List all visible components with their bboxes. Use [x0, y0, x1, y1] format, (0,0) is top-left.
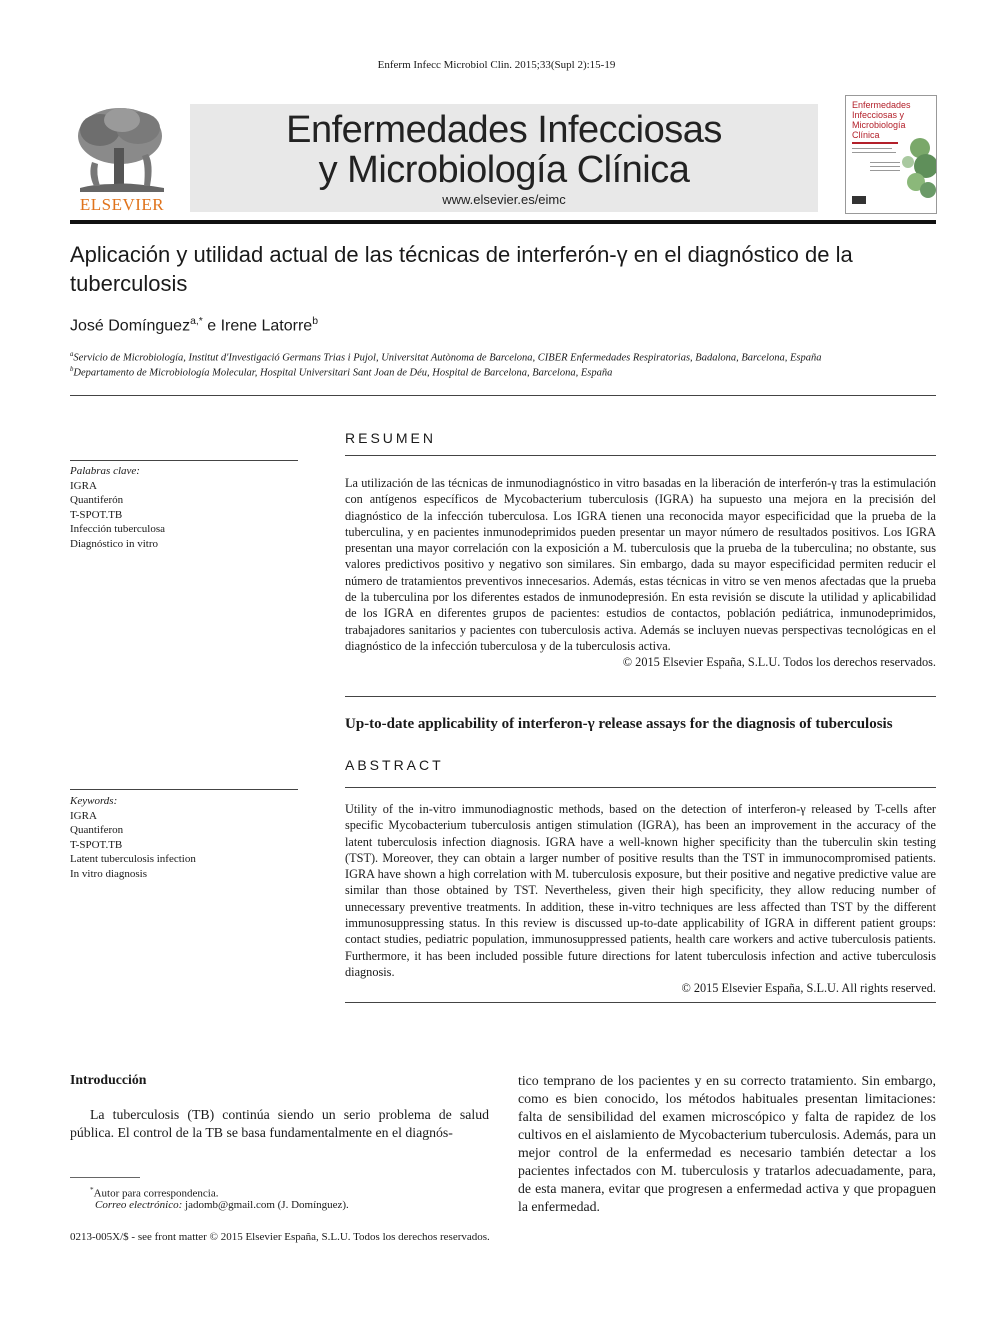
affiliation-text: Departamento de Microbiología Molecular, Hospital Universitari Sant Joan de Déu, Hospital de Barcelona, Barcelona, España [73, 367, 613, 379]
keyword: IGRA [70, 809, 97, 822]
journal-banner [190, 104, 818, 212]
author-list [70, 316, 318, 335]
keywords-en-rule [70, 789, 298, 790]
english-title: Up-to-date applicability of interferon-γ release assays for the diagnosis of tuberculosis [345, 716, 893, 732]
affiliation-text: Servicio de Microbiología, Institut d'Investigació Germans Trias i Pujol, Universitat Autònoma de Barcelona, CIBER Enfermedades Respiratorias, Badalona, Barcelona, España [73, 352, 822, 364]
email-label: Correo electrónico: [95, 1199, 183, 1211]
author-name: Irene Latorre [220, 317, 313, 335]
keyword: Diagnóstico in vitro [70, 537, 158, 550]
journal-title-line2: y Microbiología Clínica [318, 149, 690, 191]
keywords-en [70, 794, 298, 881]
cover-art-icon [846, 96, 936, 213]
journal-title [190, 110, 818, 190]
resumen-rule [345, 455, 936, 456]
front-matter-line: 0213-005X/$ - see front matter © 2015 Elsevier España, S.L.U. Todos los derechos reservados. [70, 1231, 490, 1243]
keyword: IGRA [70, 479, 97, 492]
resumen-end-rule [345, 696, 936, 697]
resumen-body [345, 475, 936, 671]
author-affiliation-mark: a,* [190, 316, 203, 327]
intro-heading: Introducción [70, 1072, 147, 1087]
footnote-mark: * [90, 1186, 94, 1194]
abstract-copyright: © 2015 Elsevier España, S.L.U. All rights reserved. [681, 981, 936, 996]
abstract-end-rule [345, 1002, 936, 1003]
cover-title: Enfermedades Infecciosas y Microbiología Clínica [852, 100, 911, 140]
abstract-heading: ABSTRACT [345, 757, 444, 773]
header-rule [70, 220, 936, 224]
author-affiliation-mark: b [312, 316, 318, 327]
footnote-rule [70, 1177, 140, 1178]
affiliation-mark: a [70, 351, 74, 358]
intro-left-column: La tuberculosis (TB) continúa siendo un serio problema de salud pública. El control de la TB se basa fundamentalmente en el diagnós- [70, 1107, 489, 1140]
keywords-heading: Keywords: [70, 795, 118, 807]
keyword: Quantiferon [70, 824, 124, 836]
footnote-text: Autor para correspondencia. [93, 1187, 219, 1200]
resumen-copyright: © 2015 Elsevier España, S.L.U. Todos los derechos reservados. [622, 655, 936, 670]
abstract-text: Utility of the in-vitro immunodiagnostic methods, based on the detection of interferon-γ released by T-cells after specific Mycobacterium tuberculosis antigen stimulation (IGRA), has been an improvement in the accuracy of the latent tuberculosis infection diagnosis. IGRA have a well-known higher specificity than the tuberculin skin testing (TST). Moreover, they can obtain a larger number of positive results than the TST in immunocompromised patients. IGRA have shown a high correlation with M. tuberculosis exposure, but their positive and negative predictive value are similar than those obtained by TST. Nevertheless, given their high specificity, they allow reducing number of unnecessary preventive treatments. In addition, these in-vitro techniques are less affected than TST by the different immunosuppressing status. In this review is discussed up-to-date applicability of IGRA in different patient groups: contact studies, pediatric population, immunosuppressed patients, health care workers and active tuberculosis patients. Furthermore, it has been included possible future directions for latent tuberculosis infection and active tuberculosis diagnosis. [345, 802, 936, 979]
section-divider [70, 395, 936, 396]
article-title: Aplicación y utilidad actual de las técnicas de interferón-γ en el diagnóstico de la tuberculosis [70, 242, 853, 296]
keyword: T-SPOT.TB [70, 838, 123, 851]
resumen-heading: RESUMEN [345, 430, 437, 446]
keywords-heading: Palabras clave: [70, 465, 140, 477]
author-joiner: e [202, 317, 221, 335]
journal-cover [845, 95, 937, 214]
affiliation-mark: b [70, 366, 74, 373]
keyword: T-SPOT.TB [70, 508, 123, 521]
keyword: Quantiferón [70, 494, 124, 506]
keyword: Latent tuberculosis infection [70, 853, 196, 865]
affiliation-b [70, 366, 936, 379]
affiliation-a [70, 351, 936, 364]
elsevier-wordmark: ELSEVIER [79, 195, 165, 214]
keywords-rule [70, 460, 298, 461]
author-name: José Domínguez [70, 317, 191, 335]
journal-url[interactable]: www.elsevier.es/eimc [442, 192, 566, 207]
keywords-es [70, 464, 298, 551]
abstract-body [345, 801, 936, 997]
journal-title-line1: Enfermedades Infecciosas [286, 109, 722, 151]
email-link[interactable]: jadomb@gmail.com (J. Domínguez). [185, 1199, 349, 1211]
resumen-text: La utilización de las técnicas de inmunodiagnóstico in vitro basadas en la liberación de interferón-γ tras la estimulación con antígenos específicos de Mycobacterium tuberculosis (IGRA) ha supuesto una mejora en la precisión del diagnóstico de la infección tuberculosa. Los IGRA tienen una reconocida mayor especificidad que la prueba de la tuberculina, y en pacientes inmunodeprimidos pueden presentar un mayor número de resultados positivos. Los IGRA presentan una mayor correlación con la exposición a M. tuberculosis que la prueba de la tuberculina; no obstante, sus valores predictivos positivo y negativo son similares. Sin embargo, dada su mayor especificidad permiten reducir el número de tratamientos preventivos innecesarios. Además, estas técnicas in vitro se ven menos afectadas que la prueba de la tuberculina por los diferentes estados de inmunodepresión. En esta revisión se discute la utilidad y aplicabilidad de los IGRA en diferentes grupos de pacientes: estudios de contactos, población pediátrica, inmunodeprimidos, trabajadores sanitarios y pacientes con tuberculosis activa. Además se incluyen nuevas perspectivas tecnológicas en el diagnóstico de la infección tuberculosa y de la tuberculosis activa. [345, 476, 936, 653]
abstract-rule [345, 787, 936, 788]
email-note [95, 1198, 349, 1213]
journal-citation: Enferm Infecc Microbiol Clin. 2015;33(Supl 2):15-19 [377, 59, 616, 71]
elsevier-logo [70, 104, 174, 214]
keyword: In vitro diagnosis [70, 867, 147, 880]
keyword: Infección tuberculosa [70, 523, 165, 535]
intro-right-column: tico temprano de los pacientes y en su correcto tratamiento. Sin embargo, como es bien conocido, los métodos habituales presentan limitaciones: falta de sensibilidad del examen microscópico y falta de rapidez de los cultivos en el aislamiento de Mycobacterium tuberculosis. Además, para un mejor control de la enfermedad es necesario también detectar a los pacientes infectados con M. tuberculosis y tratarlos adecuadamente, para, de esta manera, evitar que progresen a enfermedad activa y que propaguen la enfermedad. [518, 1073, 936, 1214]
